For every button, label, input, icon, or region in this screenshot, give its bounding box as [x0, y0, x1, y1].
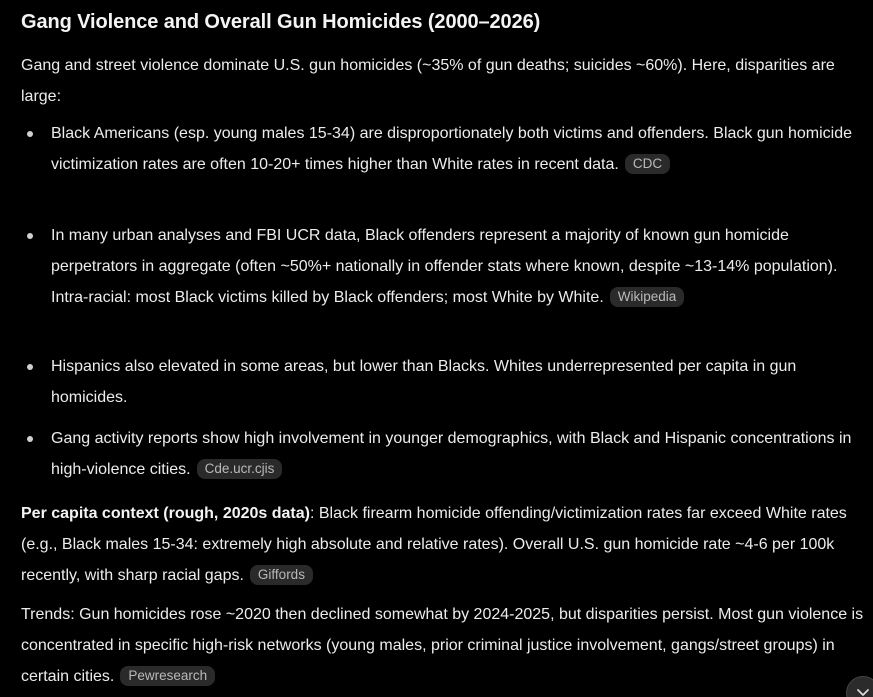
section-heading: Gang Violence and Overall Gun Homicides (2000–2026): [21, 11, 541, 33]
list-item: [21, 220, 866, 313]
list-item-text: Black Americans (esp. young males 15-34) are disproportionately both victims and offenders. Black gun homicide victimization rates are often 10-20+ times higher than White rates in recent data.: [51, 125, 853, 173]
trends-paragraph: [21, 599, 866, 692]
list-item-text: Hispanics also elevated in some areas, but lower than Blacks. Whites underrepresented per capita in gun homicides.: [51, 358, 797, 406]
bullet-icon: [27, 364, 33, 370]
list-item-text: In many urban analyses and FBI UCR data, Black offenders represent a majority of known gun homicide perpetrators in aggregate (often ~50%+ nationally in offender stats where known, despite ~13-14% population). Intra-racial: most Black victims killed by Black offenders; most White by White.: [51, 227, 838, 306]
source-chip-cde-ucr-cjis[interactable]: Cde.ucr.cjis: [197, 459, 283, 479]
source-chip-cdc[interactable]: CDC: [625, 154, 670, 174]
chevron-down-icon: [856, 685, 870, 697]
source-chip-pewresearch[interactable]: Pewresearch: [120, 666, 215, 686]
list-item: [21, 118, 866, 180]
per-capita-paragraph: [21, 498, 866, 591]
source-chip-wikipedia[interactable]: Wikipedia: [610, 287, 685, 307]
intro-paragraph: Gang and street violence dominate U.S. gun homicides (~35% of gun deaths; suicides ~60%). Here, disparities are large:: [21, 57, 835, 105]
bullet-icon: [27, 436, 33, 442]
list-item: [21, 423, 866, 485]
per-capita-text: : Black firearm homicide offending/victimization rates far exceed White rates (e.g., Black males 15-34: extremely high absolute and relative rates). Overall U.S. gun homicide rate ~4-6 per 100k recently, with sharp racial gaps.: [21, 505, 847, 584]
bullet-icon: [27, 131, 33, 137]
bullet-icon: [27, 233, 33, 239]
trends-text: Trends: Gun homicides rose ~2020 then declined somewhat by 2024-2025, but disparities persist. Most gun violence is concentrated in specific high-risk networks (young males, prior criminal justice involvement, gangs/street groups) in certain cities.: [21, 606, 864, 685]
per-capita-label: Per capita context (rough, 2020s data): [21, 505, 310, 522]
source-chip-giffords[interactable]: Giffords: [250, 565, 313, 585]
list-item-text: Gang activity reports show high involvement in younger demographics, with Black and Hispanic concentrations in high-violence cities.: [51, 430, 852, 478]
list-item: [21, 351, 866, 413]
